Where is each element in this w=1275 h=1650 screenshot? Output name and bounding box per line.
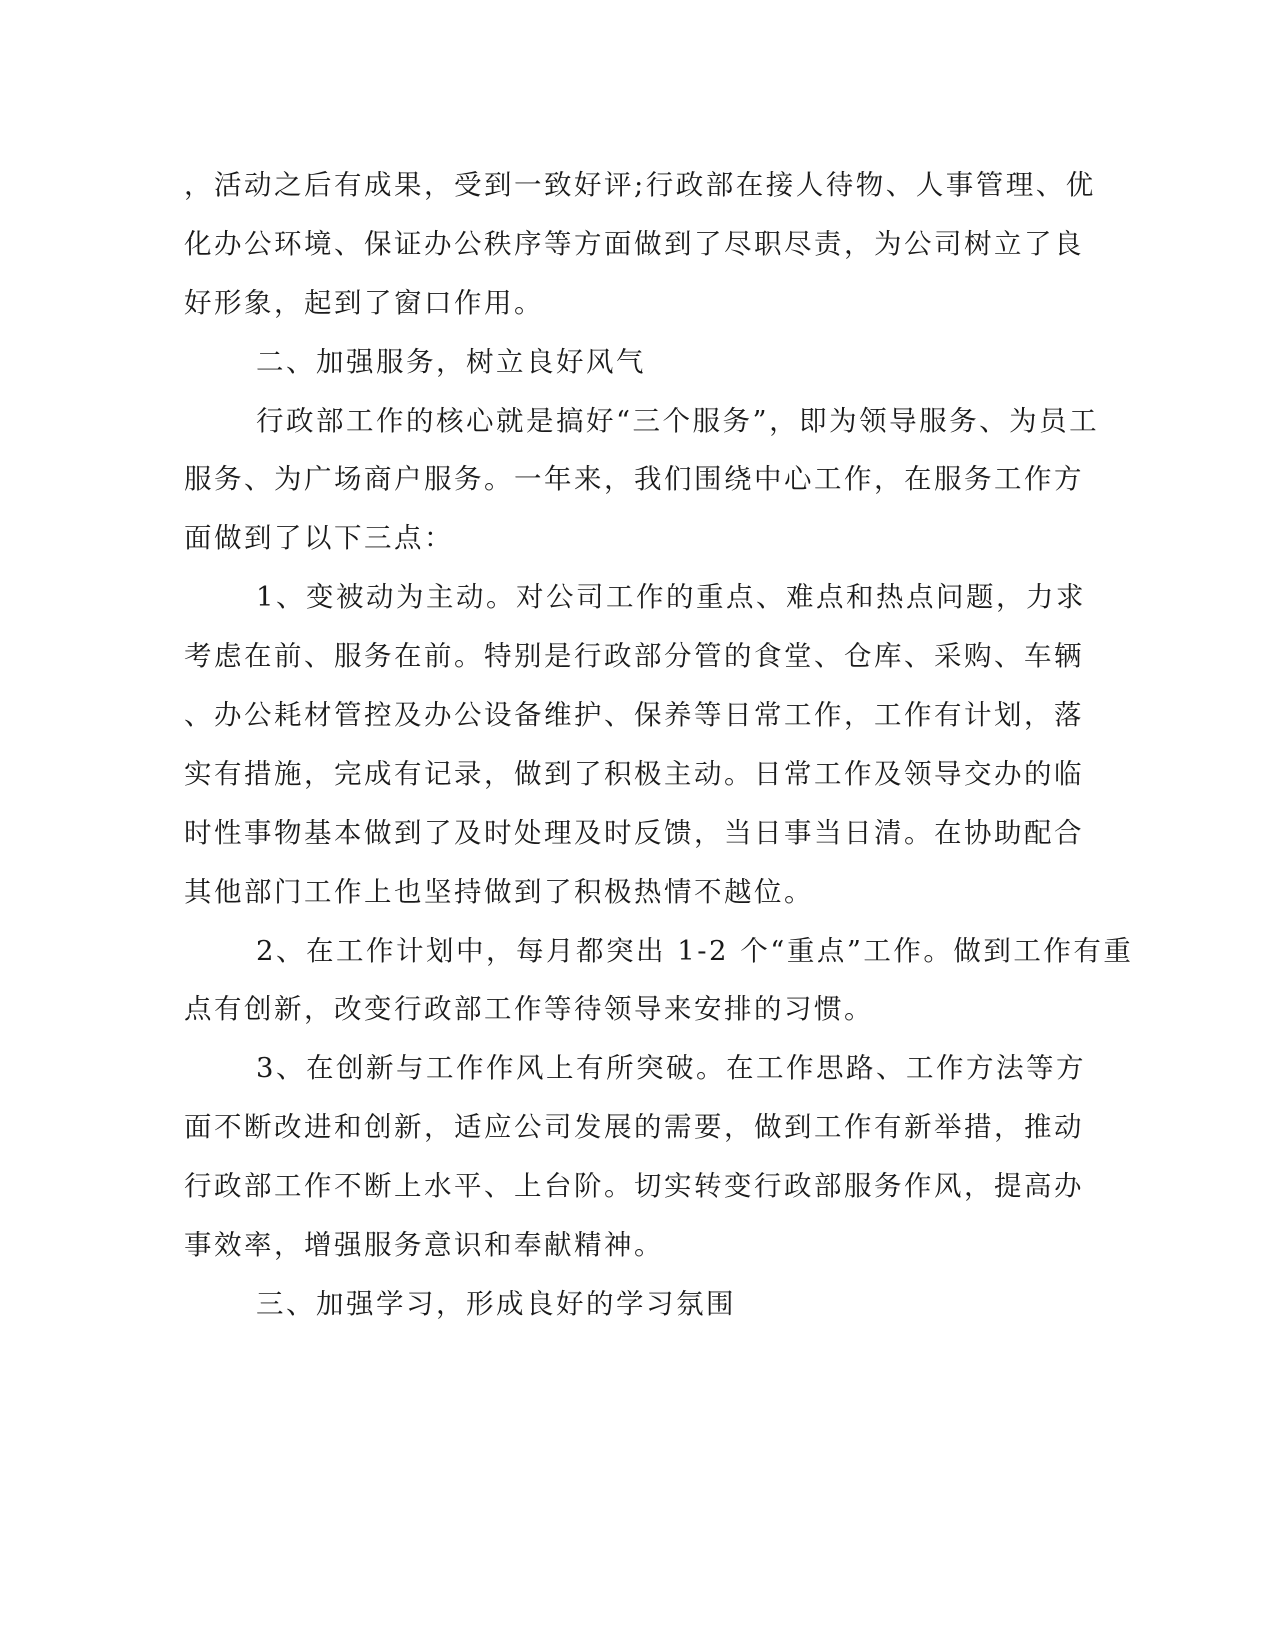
list-item-line: 2、在工作计划中，每月都突出 1-2 个“重点”工作。做到工作有重: [256, 934, 1134, 967]
text-line: 其他部门工作上也坚持做到了积极热情不越位。: [184, 875, 814, 908]
document-body: [184, 156, 1134, 1334]
text-line: 行政部工作的核心就是搞好“三个服务”，即为领导服务、为员工: [256, 404, 1100, 437]
text-line: 点有创新，改变行政部工作等待领导来安排的习惯。: [184, 993, 874, 1026]
text-line: 面做到了以下三点：: [184, 522, 454, 555]
text-line: 服务、为广场商户服务。一年来，我们围绕中心工作，在服务工作方: [184, 463, 1084, 496]
text-line: 、办公耗材管控及办公设备维护、保养等日常工作，工作有计划，落: [184, 699, 1084, 732]
text-line: 考虑在前、服务在前。特别是行政部分管的食堂、仓库、采购、车辆: [184, 640, 1084, 673]
text-line: 好形象，起到了窗口作用。: [184, 286, 544, 319]
text-line: 实有措施，完成有记录，做到了积极主动。日常工作及领导交办的临: [184, 757, 1084, 790]
list-item-line: 1、变被动为主动。对公司工作的重点、难点和热点问题，力求: [256, 581, 1086, 614]
section-heading: 二、加强服务，树立良好风气: [256, 345, 646, 378]
text-line: ，活动之后有成果，受到一致好评;行政部在接人待物、人事管理、优: [184, 169, 1096, 201]
text-line: 行政部工作不断上水平、上台阶。切实转变行政部服务作风，提高办: [184, 1170, 1084, 1203]
list-item-line: 3、在创新与工作作风上有所突破。在工作思路、工作方法等方: [256, 1052, 1086, 1085]
text-line: 化办公环境、保证办公秩序等方面做到了尽职尽责，为公司树立了良: [184, 227, 1084, 260]
section-heading: 三、加强学习，形成良好的学习氛围: [256, 1287, 736, 1320]
text-line: 面不断改进和创新，适应公司发展的需要，做到工作有新举措，推动: [184, 1111, 1084, 1144]
text-line: 事效率，增强服务意识和奉献精神。: [184, 1229, 664, 1262]
text-line: 时性事物基本做到了及时处理及时反馈，当日事当日清。在协助配合: [184, 816, 1084, 849]
